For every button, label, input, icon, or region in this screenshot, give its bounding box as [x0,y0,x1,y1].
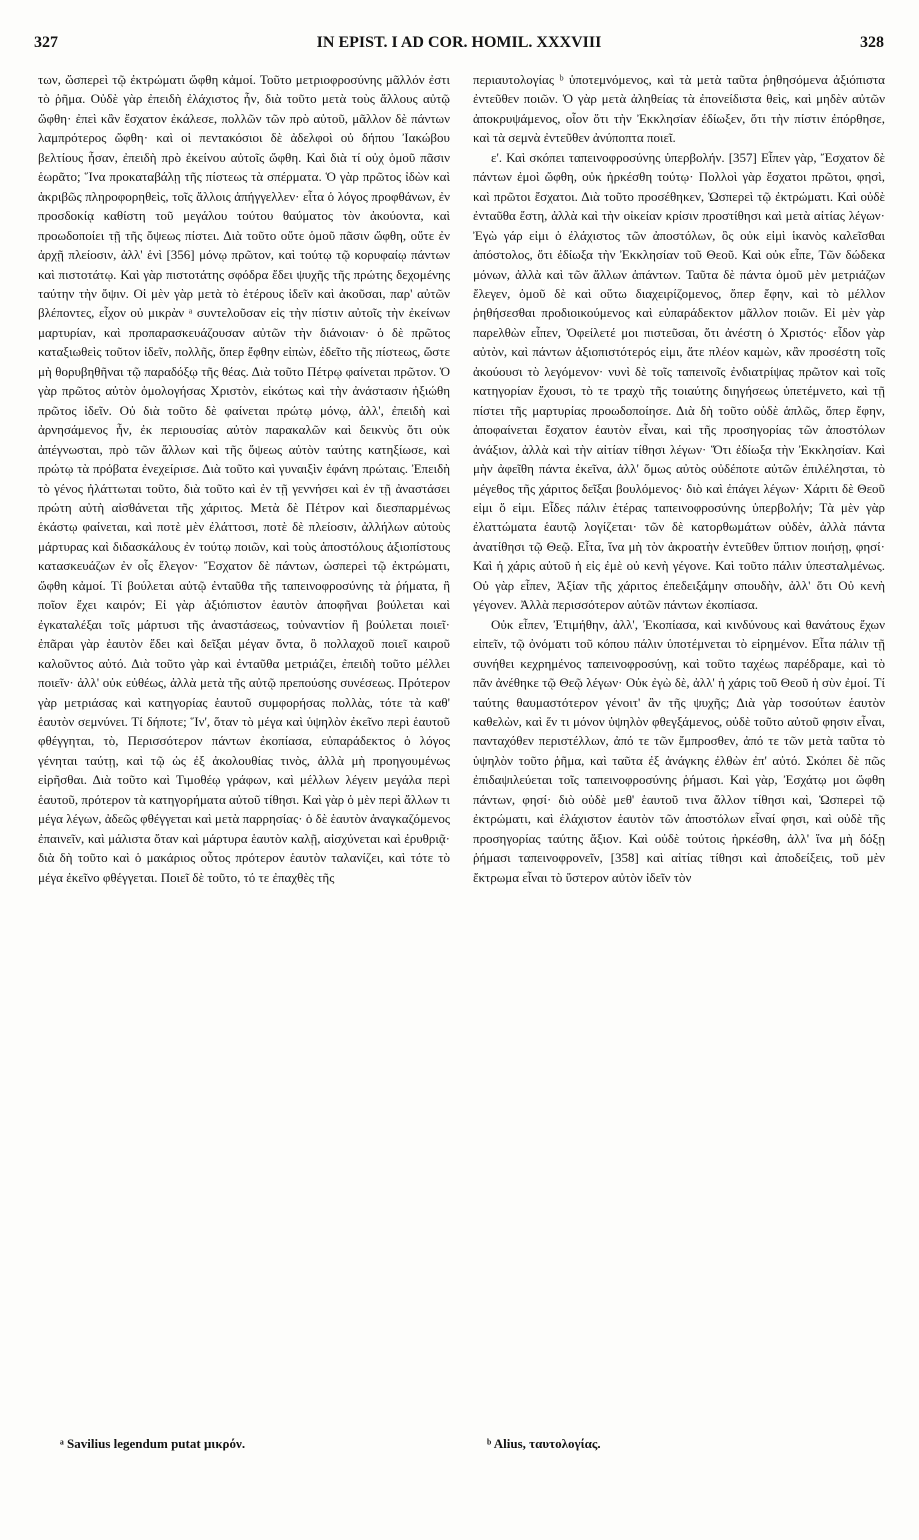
running-title: IN EPIST. I AD COR. HOMIL. XXXVIII [316,34,602,51]
right-paragraph-1: περιαυτολογίας ᵇ ὑποτεμνόμενος, καὶ τὰ μετὰ ταῦτα ῥηθησόμενα ἀξιόπιστα ἐντεῦθεν ποιῶν. Ὁ γὰρ μετὰ ἀληθείας τὰ ἐπονείδιστα θεὶς, καὶ μηδὲν αὐτῶν ἀποκρυψάμενος, οἷον ὅτι τὴν Ἐκκλησίαν ἐδίωξεν, ὅτι τὴν πίστιν ἐπόρθησε, καὶ τὰ σεμνὰ ἐντεῦθεν ἀνύποπτα ποιεῖ. [473,72,885,146]
running-header [34,34,884,64]
right-paragraph-3: Οὐκ εἶπεν, Ἐτιμήθην, ἀλλ', Ἐκοπίασα, καὶ κινδύνους καὶ θανάτους ἔχων εἰπεῖν, τῷ ὀνόματι τοῦ κόπου πάλιν ὑποτέμνεται τὸ εἰρημένον. Εἶτα πάλιν τῇ συνήθει κεχρημένος ταπεινοφροσύνῃ, καὶ τοῦτο ταχέως παρέδραμε, καὶ τὸ πᾶν ἀνέθηκε τῷ Θεῷ λέγων· Οὐκ ἐγὼ δὲ, ἀλλ' ἡ χάρις τοῦ Θεοῦ ἡ σὺν ἐμοί. Τί ταύτης θαυμαστότερον γένοιτ' ἂν τῆς ψυχῆς; Διὰ γὰρ τοσούτων ἑαυτὸν καθελὼν, καὶ ἕν τι μόνον ὑψηλὸν φθεγξάμενος, οὐδὲ τοῦτο αὐτοῦ φησιν εἶναι, πανταχόθεν περιστέλλων, ἀπό τε τῶν ἔμπροσθεν, ἀπό τε τῶν μετὰ ταῦτα τὸ ὑψηλὸν τοῦτο ῥῆμα, καὶ ταῦτα ἐξ ἀνάγκης ἐλθὼν ἐπ' αὐτό. Σκόπει δὲ πῶς ἐπιδαψιλεύεται τοῖς ταπεινοφροσύνης ῥήμασι. Καὶ γὰρ, Ἐσχάτῳ μοι ὤφθη πάντων, φησί· διὸ οὐδὲ μεθ' ἑαυτοῦ τινα ἄλλον τίθησι καὶ, Ὡσπερεὶ τῷ ἐκτρώματι, καὶ ἐλάχιστον ἑαυτὸν τῶν ἀποστόλων εἶναί φησι, καὶ οὐδὲ τῆς προσηγορίας ταύτης ἄξιον. Καὶ οὐδὲ τούτοις ἠρκέσθη, ἀλλ' ἵνα μὴ δόξῃ ῥήμασι ταπεινοφρονεῖν, [358] καὶ αἰτίας τίθησι καὶ ἀποδείξεις, τοῦ μὲν ἔκτρωμα εἶναι τὸ ὕστερον αὐτὸν ἰδεῖν τὸν [473,616,885,885]
footnotes [0,1436,919,1466]
page-number-left: 327 [34,34,58,51]
footnote-b: ᵇ Alius, ταυτολογίας. [487,1436,601,1451]
right-paragraph-2: ε'. Καὶ σκόπει ταπεινοφροσύνης ὑπερβολήν. [357] Εἶπεν γὰρ, Ἔσχατον δὲ πάντων ἐμοὶ ὤφθη, οὐκ ἠρκέσθη τούτῳ· Πολλοὶ γὰρ ἔσχατοι πρῶτοι, φησὶ, καὶ πρῶτοι ἔσχατοι. Διὰ τοῦτο προσέθηκεν, Ὡσπερεὶ τῷ ἐκτρώματι. Καὶ οὐδὲ ἐνταῦθα ἔστη, ἀλλὰ καὶ τὴν οἰκείαν κρίσιν προστίθησι καὶ μετὰ αἰτίας λέγων· Ἐγὼ γάρ εἰμι ὁ ἐλάχιστος τῶν ἀποστόλων, ὃς οὐκ εἰμὶ ἱκανὸς καλεῖσθαι ἀπόστολος, ὅτι ἐδίωξα τὴν Ἐκκλησίαν τοῦ Θεοῦ. Καὶ οὐκ εἶπε, Τῶν δώδεκα μόνων, ἀλλὰ καὶ τῶν ἄλλων ἁπάντων. Ταῦτα δὲ πάντα ὁμοῦ μὲν μετριάζων ἔλεγεν, ὁμοῦ δὲ καὶ οὕτω διαχειρίζομενος, ὅπερ ἔφην, καὶ τὸ μέλλον ῥηθήσεσθαι προδιοικούμενος καὶ εὐπαράδεκτον μᾶλλον ποιῶν. Εἰ μὲν γὰρ παρελθὼν εἶπεν, Ὀφείλετέ μοι πιστεῦσαι, ὅτι ἀνέστη ὁ Χριστός· εἶδον γὰρ αὐτὸν, καὶ πάντων ἀξιοπιστότερός εἰμι, ἅτε πλέον καμὼν, κἂν προσέστη τοῖς ἀκούουσι τὸ λεγόμενον· νυνὶ δὲ τοῖς ταπεινοῖς ἐνδιατρίψας πρῶτον καὶ τοῖς κατηγορίαν ἔχουσι, τὸ τε τραχὺ τῆς τοιαύτης διηγήσεως ὑπετέμνετο, καὶ τῇ πίστει τῆς μαρτυρίας προωδοποίησε. Διὰ δὴ τοῦτο οὐδὲ ἁπλῶς, ὅπερ ἔφην, ἀποφαίνεται ἔσχατον ἑαυτὸν εἶναι, καὶ τῆς προσηγορίας τῶν ἀποστόλων ἀνάξιον, ἀλλὰ καὶ τὴν αἰτίαν τίθησι λέγων· Ὅτι ἐδίωξα τὴν Ἐκκλησίαν. Καὶ μὴν ἀφεῖθη πάντα ἐκεῖνα, ἀλλ' ὅμως αὐτὸς οὐδέποτε αὐτῶν ἐπιλέλησται, τὸ μέγεθος τῆς χάριτος δεῖξαι βουλόμενος· διὸ καὶ ἐπάγει λέγων· Χάριτι δὲ Θεοῦ εἰμι ὅ εἰμι. Εἶδες πάλιν ἑτέρας ταπεινοφροσύνης ὑπερβολήν; Τὰ μὲν γὰρ ἐλαττώματα ἑαυτῷ λογίζεται· τῶν δὲ κατορθωμάτων οὐδὲν, ἀλλὰ πάντα ἀνατίθησι τῷ Θεῷ. Εἶτα, ἵνα μὴ τὸν ἀκροατὴν ἐντεῦθεν ὕπτιον ποιήσῃ, φησί· Καὶ ἡ χάρις αὐτοῦ ἡ εἰς ἐμὲ οὐ κενὴ γέγονε. Καὶ τοῦτο πάλιν ὑπεσταλμένως. Οὐ γὰρ εἶπεν, Ἀξίαν τῆς χάριτος ἐπεδειξάμην σπουδὴν, ἀλλ' ὅτι Οὐ κενὴ γέγονεν. Ἀλλὰ περισσότερον αὐτῶν πάντων ἐκοπίασα. [473,149,885,613]
left-column [38,70,450,887]
right-column [473,70,885,887]
footnote-a: ᵃ Savilius legendum putat μικρόν. [60,1436,246,1451]
page-number-right: 328 [860,34,884,51]
left-paragraph: των, ὥσπερεὶ τῷ ἐκτρώματι ὤφθη κἀμοί. Τοῦτο μετριοφροσύνης μᾶλλόν ἐστι τὸ ῥῆμα. Οὐδὲ γὰρ ἐπειδὴ ἐλάχιστος ἦν, διὰ τοῦτο μετὰ τοὺς ἄλλους αὐτῷ ὤφθη· ἐπεὶ κἂν ἔσχατον ἐκάλεσε, πολλῶν τῶν πρὸ αὐτοῦ, μᾶλλον δὲ πάντων λαμπρότερος ὤφθη· καὶ οἱ πεντακόσιοι δὲ ἀδελφοὶ οὐ δήπου Ἰακώβου βελτίους ἦσαν, ἐπειδὴ πρὸ ἐκείνου αὐτοῖς ὤφθη. Καὶ διὰ τί οὐχ ὁμοῦ πᾶσιν ἑωρᾶτο; Ἵνα προκαταβάλῃ τῆς πίστεως τὰ σπέρματα. Ὁ γὰρ πρῶτος ἰδὼν καὶ ἀκριβῶς πληροφορηθεὶς, τοῖς ἄλλοις ἀπήγγελλεν· εἶτα ὁ λόγος προφθάνων, ἐν προσδοκίᾳ καθίστη τοῦ μεγάλου τούτου θαύματος τὸν ἀκούοντα, καὶ προωδοποίει τῇ τῆς ὄψεως πίστει. Διὰ τοῦτο οὔτε ὁμοῦ πᾶσιν ὤφθη, οὔτε ἐν ἀρχῇ πλείοσιν, ἀλλ' ἑνὶ [356] μόνῳ πρῶτον, καὶ τούτῳ τῷ κορυφαίῳ πάντων καὶ πιστοτάτῳ. Καὶ γὰρ πιστοτάτης σφόδρα ἔδει ψυχῆς τῆς πρώτης δεχομένης ταύτην τὴν ὄψιν. Οἱ μὲν γὰρ μετὰ τὸ ἑτέρους ἰδεῖν καὶ ἀκοῦσαι, παρ' αὐτῶν βλέποντες, εἶχον οὐ μικρὰν ᵃ συντελοῦσαν εἰς τὴν πίστιν αὐτοῖς τὴν ἐκείνων μαρτυρίαν, καὶ προπαρασκευάζουσαν αὐτῶν τὴν διάνοιαν· ὁ δὲ πρῶτος καταξιωθεὶς τοῦτον ἰδεῖν, πολλῆς, ὅπερ ἔφθην εἰπὼν, ἐδεῖτο τῆς πίστεως, ὥστε μὴ θορυβηθῆναι τῷ παραδόξῳ τῆς θέας. Διὰ τοῦτο Πέτρῳ φαίνεται πρῶτον. Ὁ γὰρ πρῶτος αὐτὸν ὁμολογήσας Χριστὸν, εἰκότως καὶ τὴν ἀνάστασιν ἠξιώθη πρῶτος ἰδεῖν. Οὐ διὰ τοῦτο δὲ φαίνεται πρώτῳ μόνῳ, ἀλλ', ἐπειδὴ καὶ ἀρνησάμενος ἦν, ἐκ περιουσίας αὐτὸν παρακαλῶν καὶ δεικνὺς ὅτι οὐκ ἀπέγνωσται, πρὸ τῶν ἄλλων καὶ τῆς ὄψεως αὐτὸν ταύτης κατηξίωσε, καὶ πρώτῳ τὰ πρόβατα ἐνεχείρισε. Διὰ τοῦτο καὶ γυναιξὶν ἐφάνη πρώταις. Ἐπειδὴ τὸ γένος ἠλάττωται τοῦτο, διὰ τοῦτο καὶ ἐν τῇ γεννήσει καὶ ἐν τῇ ἀναστάσει πρώτη αὐτὴ αἰσθάνεται τῆς χάριτος. Μετὰ δὲ Πέτρον καὶ διεσπαρμένως ἑκάστῳ φαίνεται, καὶ ποτὲ μὲν ἐλάττοσι, ποτὲ δὲ πλείοσιν, ἀλλήλων αὐτοὺς μάρτυρας καὶ διδασκάλους ἐν τούτῳ ποιῶν, καὶ τοὺς ἀποστόλους ἀξιοπίστους κατασκευάζων ἐν οἷς ἔλεγον· Ἔσχατον δὲ πάντων, ὡσπερεὶ τῷ ἐκτρώματι, ὤφθη κἀμοί. Τί βούλεται αὐτῷ ἐνταῦθα τῆς ταπεινοφροσύνης τὰ ῥήματα, ἢ ποῖον ἔχει καιρόν; Εἰ γὰρ ἀξιόπιστον ἑαυτὸν ἀποφῆναι βούλεται καὶ ἐγκαταλέξαι τοῖς μάρτυσι τῆς ἀναστάσεως, τοὐναντίον ἢ βούλεται ποιεῖ· ἐπᾶραι γὰρ ἑαυτὸν ἔδει καὶ δεῖξαι μέγαν ὄντα, ὃ πολλαχοῦ ποιεῖ καιροῦ καλοῦντος αὐτό. Διὰ τοῦτο γὰρ καὶ ἐνταῦθα μετριάζει, ἐπειδὴ τοῦτο μέλλει ποιεῖν· ἀλλ' οὐκ εὐθέως, ἀλλὰ μετὰ τῆς αὐτῷ πρεπούσης συνέσεως. Πρότερον γὰρ μετριάσας καὶ κατηγορίας ἑαυτοῦ συμφορήσας πολλὰς, τότε τὰ καθ' ἑαυτὸν σεμνύνει. Τί δήποτε; Ἵν', ὅταν τὸ μέγα καὶ ὑψηλὸν ἐκεῖνο περὶ ἑαυτοῦ φθέγγηται, τὸ, Περισσότερον πάντων ἐκοπίασα, εὐπαράδεκτος ὁ λόγος γένηται ταύτῃ, καὶ τῷ ὡς ἐξ ἀκολουθίας τινὸς, ἀλλὰ μὴ προηγουμένως εἰρῆσθαι. Διὰ τοῦτο καὶ Τιμοθέῳ γράφων, καὶ μέλλων λέγειν μεγάλα περὶ ἑαυτοῦ, πρότερον τὰ κατηγορήματα αὐτοῦ τίθησι. Καὶ γὰρ ὁ μὲν περὶ ἄλλων τι μέγα λέγων, ἀδεῶς φθέγγεται καὶ μετὰ παρρησίας· ὁ δὲ ἑαυτὸν ἀναγκαζόμενος ἐπαινεῖν, καὶ μάλιστα ὅταν καὶ μάρτυρα ἑαυτὸν καλῇ, αἰσχύνεται καὶ ἐρυθριᾷ· διὰ δὴ τοῦτο καὶ ὁ μακάριος οὗτος πρότερον ἑαυτὸν ταλανίζει, καὶ τότε τὸ μέγα ἐκεῖνο φθέγγεται. Ποιεῖ δὲ τοῦτο, τό τε ἐπαχθὲς τῆς [38,72,450,885]
